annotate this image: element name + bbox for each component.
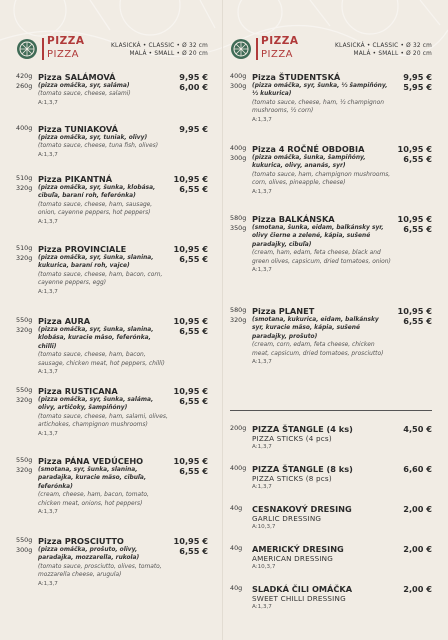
item-allergens: A:1,3,7 [38,288,58,295]
item-ingredients-english: (tomato sauce, cheese, ham, sausage, onion, cayenne peppers, hot peppers) [38,201,153,217]
price-large: 9,95 € [179,124,208,134]
pizza-logo-icon [16,38,38,60]
extra-body [252,504,432,531]
extra-price: 6,60 € [403,464,432,474]
extra-price: 4,50 € [403,424,432,434]
item-allergens: A:1,3,7 [252,188,272,195]
weight-large: 400g [230,72,247,80]
price-small: 6,55 € [179,546,208,556]
extra-weight: 40g [230,584,243,592]
extra-allergens: A:10,3,7 [252,564,276,570]
extra-allergens: A:10,3,7 [252,524,276,530]
weight-small: 300g [230,154,247,162]
weight-small: 260g [16,82,33,90]
item-ingredients: (pizza omáčka, syr, šunka, slanina, klobása, kuracie mäso, feferónka, chilli) [38,327,154,350]
brand-line-2: PIZZA [47,49,80,60]
price-large: 10,95 € [173,244,208,254]
item-body [252,214,432,274]
price-small: 5,95 € [403,82,432,92]
item-name: Pizza TUNIAKOVÁ [38,124,119,134]
price-small: 6,55 € [179,326,208,336]
item-body [38,316,208,376]
extra-weight: 400g [230,464,247,472]
brand-bar [42,38,44,60]
item-ingredients: (pizza omáčka, šunka, šampiňóny, kukurica, olivy, ananás, syr) [252,155,366,170]
item-ingredients-english: (tomato sauce, cheese, ham, salami, olives, artichokes, champignon mushrooms) [38,413,168,429]
item-allergens: A:1,3,7 [252,359,272,366]
price-small: 6,55 € [179,396,208,406]
extra-english: SWEET CHILLI DRESSING [252,594,346,603]
item-ingredients-english: (tomato sauce, cheese, salami) [38,91,131,98]
item-name: Pizza PÁNA VEDÚCEHO [38,456,144,466]
weight-large: 400g [16,124,33,132]
price-small: 6,55 € [403,224,432,234]
extra-price: 2,00 € [403,544,432,554]
item-name: Pizza PROVINCIALE [38,244,127,254]
size-small: MALÁ • SMALL • Ø 20 cm [353,51,432,57]
weight-large: 580g [230,214,247,222]
size-legend [111,42,208,58]
section-divider [230,410,432,411]
item-allergens: A:1,3,7 [252,267,272,274]
item-allergens: A:1,3,7 [38,509,58,516]
item-ingredients-english: (cream, cheese, ham, bacon, tomato, chicken meat, onions, hot peppers) [38,492,149,507]
weight-small: 320g [230,316,247,324]
extra-name: CESNAKOVÝ DRESING [252,504,352,514]
item-body [38,456,208,516]
weight-small: 320g [16,396,33,404]
item-ingredients-english: (tomato sauce, ham, champignon mushrooms, corn, olives, pineapple, cheese) [252,171,391,187]
extra-english: PIZZA STICKS (4 pcs) [252,434,332,443]
extra-name: PIZZA ŠTANGLE (8 ks) [252,464,353,474]
right-column [226,0,440,640]
weight-large: 420g [16,72,33,80]
item-name: Pizza 4 ROČNÉ OBDOBIA [252,144,365,154]
weight-large: 510g [16,244,33,252]
pizza-logo-icon [230,38,252,60]
price-large: 9,95 € [403,72,432,82]
weight-small: 320g [16,184,33,192]
price-large: 10,95 € [173,174,208,184]
brand-bar [256,38,258,60]
extra-price: 2,00 € [403,584,432,594]
weight-large: 400g [230,144,247,152]
item-name: Pizza PROSCIUTTO [38,536,124,546]
item-ingredients-english: (cream, ham, edam, feta cheese, black and green olives, capsicum, dried tomatoes, onion) [252,250,391,265]
item-allergens: A:1,3,7 [38,218,58,225]
weight-large: 550g [16,386,33,394]
brand-title [47,36,84,60]
extra-weight: 40g [230,544,243,552]
weight-large: 550g [16,316,33,324]
extra-allergens: A:1,3,7 [252,604,272,610]
price-large: 10,95 € [173,386,208,396]
weight-small: 320g [16,466,33,474]
item-ingredients: (pizza omáčka, syr, šunka, klobása, cibuľa, baraní roh, feferónka) [38,185,156,200]
item-body [252,306,432,366]
price-large: 10,95 € [397,214,432,224]
size-legend [335,42,432,58]
price-small: 6,00 € [179,82,208,92]
extra-english: GARLIC DRESSING [252,514,322,523]
extra-weight: 200g [230,424,247,432]
left-column [0,0,214,640]
item-ingredients: (pizza omáčka, syr, tuniak, olivy) [38,135,148,141]
item-body [38,124,208,159]
weight-large: 510g [16,174,33,182]
size-classic: KLASICKÁ • CLASSIC • Ø 32 cm [335,43,432,49]
item-ingredients: (pizza omáčka, prošuto, olivy, paradajka, mozzarella, rukola) [38,547,140,562]
extra-body [252,584,432,611]
extra-price: 2,00 € [403,504,432,514]
item-name: Pizza BALKÁNSKA [252,214,335,224]
item-allergens: A:1,3,7 [252,116,272,123]
extra-english: AMERICAN DRESSING [252,554,334,563]
item-body [38,244,208,296]
item-body [252,144,432,196]
extra-english: PIZZA STICKS (8 pcs) [252,474,332,483]
weight-large: 580g [230,306,247,314]
price-small: 6,55 € [403,316,432,326]
extra-body [252,464,432,491]
price-large: 10,95 € [173,456,208,466]
item-allergens: A:1,3,7 [38,151,58,158]
size-classic: KLASICKÁ • CLASSIC • Ø 32 cm [111,43,208,49]
size-small: MALÁ • SMALL • Ø 20 cm [129,51,208,57]
extra-allergens: A:1,3,7 [252,444,272,450]
extra-name: PIZZA ŠTANGLE (4 ks) [252,424,353,434]
item-ingredients-english: (tomato sauce, prosciutto, olives, tomato, mozzarella cheese, arugula) [38,563,162,579]
column-divider [222,0,223,640]
extra-name: SLADKÁ ČILI OMÁČKA [252,584,353,594]
item-ingredients: (pizza omáčka, syr, saláma) [38,83,130,89]
item-name: Pizza AURA [38,316,91,326]
item-ingredients: (pizza omáčka, syr, šunka, ½ šampiňóny, ½ kukurica) [252,83,388,98]
price-small: 6,55 € [179,466,208,476]
item-name: Pizza SALÁMOVÁ [38,72,116,82]
weight-small: 320g [16,326,33,334]
extra-weight: 40g [230,504,243,512]
item-ingredients: (smotana, syr, šunka, slanina, paradajka, kuracie mäso, cibuľa, feferónka) [38,467,147,490]
extra-body [252,544,432,571]
item-ingredients-english: (tomato sauce, cheese, ham, bacon, sausage, chicken meat, hot peppers, chilli) [38,352,165,367]
weight-small: 350g [230,224,247,232]
price-large: 9,95 € [179,72,208,82]
weight-small: 320g [16,254,33,262]
price-large: 10,95 € [173,536,208,546]
price-small: 6,55 € [403,154,432,164]
price-large: 10,95 € [173,316,208,326]
item-ingredients: (pizza omáčka, syr, šunka, saláma, olivy, artičoky, šampiňóny) [38,397,154,412]
brand-line-2: PIZZA [261,49,294,60]
weight-small: 300g [230,82,247,90]
price-small: 6,55 € [179,254,208,264]
item-allergens: A:1,3,7 [38,369,58,376]
item-body [38,386,208,438]
item-allergens: A:1,3,7 [38,430,58,437]
item-ingredients-english: (tomato sauce, cheese, ham, bacon, corn, cayenne peppers, egg) [38,271,163,287]
extra-name: AMERICKÝ DRESING [252,544,344,554]
item-allergens: A:1,3,7 [38,580,58,587]
item-ingredients-english: (tomato sauce, cheese, ham, ½ champignon mushrooms, ½ corn) [252,99,384,115]
brand-title [261,36,298,60]
weight-large: 550g [16,536,33,544]
item-name: Pizza PIKANTNÁ [38,174,113,184]
item-body [38,536,208,588]
item-ingredients-english: (tomato sauce, cheese, tuna fish, olives) [38,143,158,150]
item-ingredients: (smotana, kukurica, eidam, balkánsky syr, kuracie mäso, kápia, sušené paradajky, prošuto) [252,317,379,340]
right-header [230,36,432,64]
item-allergens: A:1,3,7 [38,99,58,106]
item-body [252,72,432,124]
item-name: Pizza ŠTUDENTSKÁ [252,72,341,82]
item-name: Pizza PLANET [252,306,315,316]
item-ingredients: (smotana, šunka, eidam, balkánsky syr, olivy čierne a zelené, kápia, sušené paradajky, cibuľa) [252,225,384,248]
price-large: 10,95 € [397,306,432,316]
item-ingredients: (pizza omáčka, syr, šunka, slanina, kukurica, baraní roh, vajce) [38,255,154,270]
left-header [16,36,208,64]
weight-large: 550g [16,456,33,464]
item-body [38,174,208,226]
extra-allergens: A:1,3,7 [252,484,272,490]
price-large: 10,95 € [397,144,432,154]
brand-line-1: PIZZA [261,35,299,47]
brand-line-1: PIZZA [47,35,85,47]
item-body [38,72,208,107]
item-name: Pizza RUSTICANA [38,386,118,396]
price-small: 6,55 € [179,184,208,194]
item-ingredients-english: (cream, corn, edam, feta cheese, chicken meat, capsicum, dried tomatoes, prosciutto) [252,342,384,357]
extra-body [252,424,432,451]
weight-small: 300g [16,546,33,554]
